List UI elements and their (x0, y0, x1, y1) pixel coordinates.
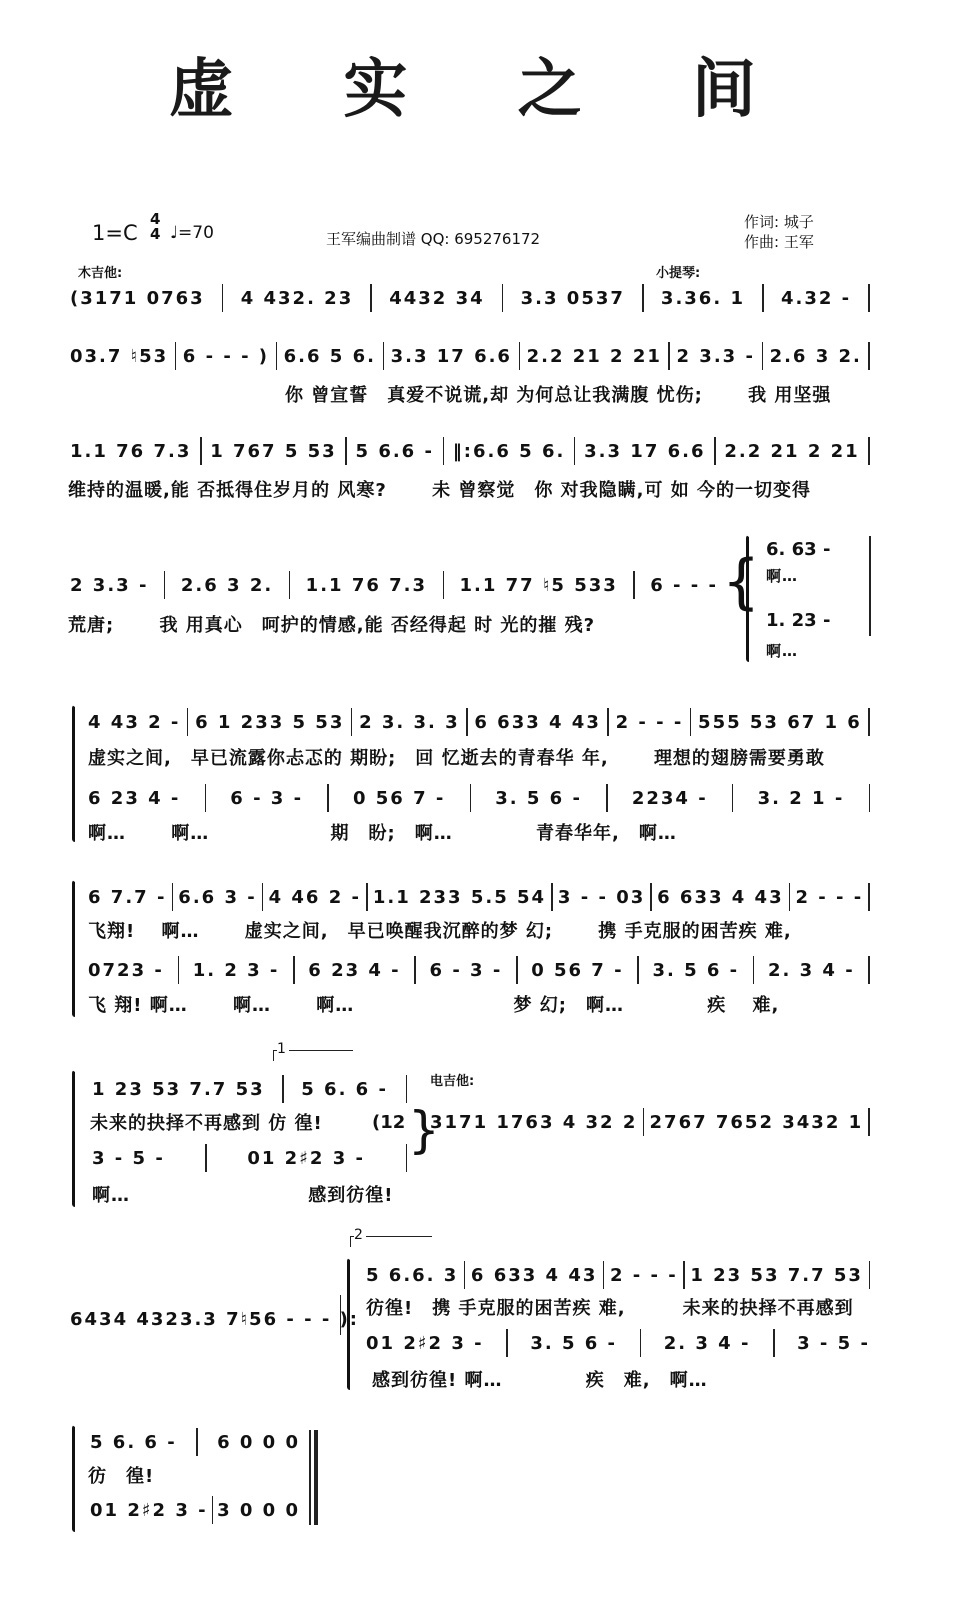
measure: 6.6 5 6. (283, 345, 376, 367)
barline (175, 342, 177, 370)
measure: 6 - - - ) (182, 345, 270, 367)
barline (606, 784, 608, 812)
violin-label: 小提琴: (656, 266, 701, 281)
lower-voice-lyrics: 啊… (766, 642, 799, 660)
measure: 0 56 7 - (352, 787, 446, 809)
final-barline-thin (309, 1430, 311, 1525)
lyrics-row-5-lower: 啊… 啊… 期 盼; 啊… 青春华年, 啊… (88, 823, 677, 844)
notes-row-6-lower (88, 957, 870, 983)
measure: 6 23 4 - (88, 787, 181, 809)
measure: 3. 5 6 - (495, 787, 582, 809)
repeat-end-barline (340, 1295, 345, 1335)
measure: 4.32 - (780, 287, 852, 309)
barline (868, 883, 870, 911)
barline (868, 708, 870, 736)
measure: 1.1 76 7.3 (305, 574, 428, 596)
pickup-notes: (12 (372, 1111, 406, 1133)
barline (640, 1329, 642, 1357)
barline (366, 883, 368, 911)
composer-credit: 作曲: 王军 (744, 233, 814, 251)
notes-row-9-lower (90, 1497, 300, 1523)
measure: 3.3 17 6.6 (390, 345, 512, 367)
barline (289, 571, 291, 599)
notes-row-7-lower (92, 1145, 407, 1171)
measure: ‖:6.6 5 6. (452, 440, 566, 462)
barline (276, 342, 278, 370)
measure: 1 767 5 53 (210, 440, 337, 462)
measure: 6 0 0 0 (217, 1431, 300, 1453)
volta-1 (273, 1041, 353, 1061)
lyrics-row-9-upper: 彷 徨! (88, 1466, 155, 1487)
barline (506, 1329, 508, 1357)
measure: 6 - - - ): (263, 1308, 360, 1330)
measure: 1.1 233 5.5 54 (372, 886, 547, 908)
measure: 2 3.3 - (676, 345, 755, 367)
barline (406, 1075, 408, 1103)
measure: 0 56 7 - (531, 959, 624, 981)
measure: 0723 - (88, 959, 164, 981)
barline (414, 956, 416, 984)
measure: 3171 1763 4 32 2 (430, 1111, 638, 1133)
volta-1-label: 1 (277, 1041, 289, 1057)
time-sig-top: 4 (150, 210, 161, 228)
measure: 01 2♯2 3 - (247, 1147, 365, 1169)
notes-row-6-upper (88, 884, 870, 910)
measure: 3 - - 03 (557, 886, 646, 908)
barline (466, 708, 468, 736)
barline (868, 1108, 870, 1136)
volta-2 (350, 1227, 432, 1247)
measure: 01 2♯2 3 - (90, 1499, 208, 1521)
notes-row-9-upper (90, 1429, 300, 1455)
barline (637, 956, 639, 984)
lyrics-row-6-upper: 飞翔! 啊… 虚实之间, 早已唤醒我沉醉的梦 幻; 携 手克服的困苦疾 难, (88, 921, 792, 942)
measure: 4 46 2 - (268, 886, 361, 908)
barline (205, 1144, 207, 1172)
measure: 01 2♯2 3 - (366, 1332, 484, 1354)
lyrics-row-7-upper: 未来的抉择不再感到 仿 徨! (90, 1113, 323, 1134)
measure: 6 633 4 43 (470, 1264, 598, 1286)
measure: 1.1 77 ♮5 533 (459, 574, 618, 596)
measure: 6 23 4 - (308, 959, 401, 981)
barline (443, 571, 445, 599)
barline (200, 437, 202, 465)
barline (519, 342, 521, 370)
notes-row-8-upper (366, 1262, 870, 1288)
barline (789, 883, 791, 911)
barline (282, 1075, 284, 1103)
measure: 2 - - - (609, 1264, 678, 1286)
lower-voice-notes: 1. 23 - (766, 609, 831, 631)
barline (351, 708, 353, 736)
measure: 6 1 233 5 53 (195, 711, 345, 733)
system-bracket (347, 1258, 350, 1390)
barline (196, 1428, 198, 1456)
barline (205, 784, 207, 812)
measure: 4432 34 (389, 287, 485, 309)
barline (868, 284, 870, 312)
barline (869, 536, 871, 636)
barline (714, 437, 716, 465)
notes-row-5-lower (88, 785, 870, 811)
measure: 2.6 3 2. (769, 345, 862, 367)
barline (732, 784, 734, 812)
system-bracket (72, 1425, 75, 1532)
measure: 6 633 4 43 (474, 711, 601, 733)
lyrics-row-2: 你 曾宣誓 真爱不说谎,却 为何总让我满腹 忧伤; 我 用坚强 (285, 385, 832, 406)
system-bracket (72, 880, 75, 1017)
barline (668, 342, 670, 370)
notes-row-5-upper (88, 709, 870, 735)
barline (603, 1261, 605, 1289)
barline (607, 708, 609, 736)
measure: 3 0 0 0 (217, 1499, 300, 1521)
measure: 2 3.3 - (70, 574, 149, 596)
barline (187, 708, 189, 736)
system-bracket (72, 705, 75, 842)
measure: 6 - - - (650, 574, 718, 596)
barline (516, 956, 518, 984)
measure: 2.2 21 2 21 (526, 345, 662, 367)
barline (683, 1261, 685, 1289)
measure: 3 - 5 - (92, 1147, 165, 1169)
barline (262, 883, 264, 911)
key-signature: 1=C (92, 221, 138, 245)
measure: 3.3 17 6.6 (584, 440, 706, 462)
measure: 1 23 53 7.7 53 (690, 1264, 863, 1286)
measure: 1.1 76 7.3 (70, 440, 192, 462)
measure: 2234 - (631, 787, 708, 809)
measure: 3. 5 6 - (652, 959, 740, 981)
barline (633, 571, 635, 599)
barline (293, 956, 295, 984)
lyrics-row-5-upper: 虚实之间, 早已流露你忐忑的 期盼; 回 忆逝去的青春华 年, 理想的翅膀需要勇敢 (88, 748, 825, 769)
arranger-credit: 王军编曲制谱 QQ: 695276172 (326, 230, 541, 248)
measure: 6 - 3 - (230, 787, 304, 809)
barline (551, 883, 553, 911)
barline (869, 1261, 871, 1289)
measure: 1 23 53 7.7 53 (92, 1078, 265, 1100)
measure: 6 633 4 43 (657, 886, 784, 908)
notes-row-1 (70, 285, 870, 311)
barline (868, 342, 870, 370)
song-title: 虚 实 之 间 (169, 52, 800, 127)
measure: 5 6.6. 3 (366, 1264, 459, 1286)
barline (172, 883, 174, 911)
lyrics-row-8-lower: 感到彷徨! 啊… 疾 难, 啊… (372, 1370, 708, 1391)
barline (164, 571, 166, 599)
barline (642, 284, 644, 312)
electric-guitar-label: 电吉他: (430, 1074, 475, 1089)
barline (868, 956, 870, 984)
brace: { (722, 547, 761, 617)
notes-row-8-left (70, 1306, 360, 1332)
barline (212, 1496, 214, 1524)
lyrics-row-8-upper: 彷徨! 携 手克服的困苦疾 难, 未来的抉择不再感到 (366, 1298, 854, 1319)
measure: 6434 4323.3 7♮5 (70, 1308, 264, 1330)
volta-2-label: 2 (354, 1227, 366, 1243)
measure: 1. 2 3 - (192, 959, 280, 981)
measure: 5 6. 6 - (301, 1078, 388, 1100)
upper-voice-lyrics: 啊… (766, 567, 799, 585)
notes-row-3 (70, 438, 870, 464)
notes-row-2 (70, 343, 870, 369)
lyrics-row-4: 荒唐; 我 用真心 呵护的情感,能 否经得起 时 光的摧 残? (68, 615, 596, 636)
upper-voice-notes: 6. 63 - (766, 538, 831, 560)
measure: 2.6 3 2. (180, 574, 274, 596)
final-barline-thick (314, 1430, 318, 1525)
closing-brace: } (408, 1101, 440, 1159)
measure: 4 43 2 - (88, 711, 181, 733)
system-bracket (746, 535, 749, 662)
barline (327, 784, 329, 812)
system-bracket (72, 1070, 75, 1207)
lyrics-row-6-lower: 飞 翔! 啊… 啊… 啊… 梦 幻; 啊… 疾 难, (88, 995, 780, 1016)
barline (773, 1329, 775, 1357)
measure: 6.6 3 - (178, 886, 257, 908)
time-sig-bottom: 4 (150, 225, 161, 243)
measure: 3. 5 6 - (530, 1332, 618, 1354)
measure: 3.3 0537 (520, 287, 625, 309)
measure: 2 3. 3. 3 (359, 711, 460, 733)
measure: 2767 7652 3432 1 (649, 1111, 864, 1133)
barline (574, 437, 576, 465)
measure: 2 - - - (615, 711, 684, 733)
barline (690, 708, 692, 736)
measure: 2. 3 4 - (663, 1332, 751, 1354)
measure: 5 6.6 - (355, 440, 434, 462)
barline (383, 342, 385, 370)
barline (869, 784, 871, 812)
electric-guitar-notes (430, 1109, 870, 1135)
barline (753, 956, 755, 984)
lyricist-credit: 作词: 城子 (744, 213, 814, 231)
barline (345, 437, 347, 465)
barline (178, 956, 180, 984)
measure: 2.2 21 2 21 (724, 440, 860, 462)
lyrics-row-3: 维持的温暖,能 否抵得住岁月的 风寒? 未 曾察觉 你 对我隐瞒,可 如 今的一切变得 (68, 480, 811, 501)
measure: 2 - - - (795, 886, 864, 908)
barline (762, 342, 764, 370)
notes-row-4 (70, 572, 718, 598)
barline (222, 284, 224, 312)
measure: 555 53 67 1 6 (698, 711, 862, 733)
measure: 5 6. 6 - (90, 1431, 177, 1453)
notes-row-8-lower (366, 1330, 870, 1356)
barline (762, 284, 764, 312)
barline (868, 437, 870, 465)
measure: 2. 3 4 - (768, 959, 855, 981)
time-signature (150, 212, 160, 242)
tempo-marking: ♩=70 (170, 223, 214, 243)
barline (443, 437, 445, 465)
notes-row-7-upper (92, 1076, 407, 1102)
measure: 3. 2 1 - (757, 787, 845, 809)
barline (643, 1108, 645, 1136)
measure: 3 - 5 - (797, 1332, 870, 1354)
lyrics-row-7-lower: 啊… 感到彷徨! (92, 1185, 394, 1206)
barline (464, 1261, 466, 1289)
barline (406, 1144, 408, 1172)
measure: 6 7.7 - (88, 886, 167, 908)
barline (502, 284, 504, 312)
barline (470, 784, 472, 812)
barline (650, 883, 652, 911)
measure: 3.36. 1 (660, 287, 745, 309)
measure: 4 432. 23 (240, 287, 354, 309)
measure: 6 - 3 - (429, 959, 503, 981)
measure: (3171 0763 (70, 287, 205, 309)
acoustic-guitar-label: 木吉他: (78, 266, 123, 281)
barline (370, 284, 372, 312)
measure: 03.7 ♮53 (70, 345, 169, 367)
